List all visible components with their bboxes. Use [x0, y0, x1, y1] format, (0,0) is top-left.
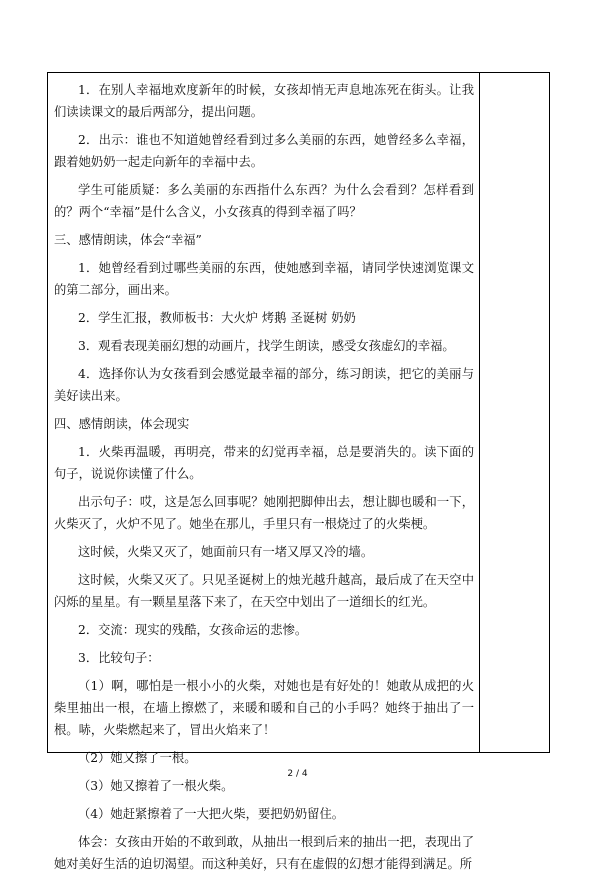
- paragraph: 学生可能质疑：多么美丽的东西指什么东西？为什么会看到？怎样看到的？两个“幸福”是什么含义，小女孩真的得到幸福了吗？: [54, 183, 474, 219]
- paragraph: 4．选择你认为女孩看到会感觉最幸福的部分，练习朗读，把它的美丽与美好读出来。: [54, 367, 474, 403]
- paragraph: 1．在别人幸福地欢度新年的时候，女孩却悄无声息地冻死在街头。让我们读读课文的最后两部分，提出问题。: [54, 83, 474, 119]
- paragraph: （1）啊，哪怕是一根小小的火柴，对她也是有好处的！她敢从成把的火柴里抽出一根，在墙上擦燃了，来暖和暖和自己的小手吗？她终于抽出了一根。哧，火柴燃起来了，冒出火焰来了！: [54, 679, 474, 737]
- page-number: 2 / 4: [287, 769, 308, 779]
- paragraph: 1．她曾经看到过哪些美丽的东西，使她感到幸福，请同学快速浏览课文的第二部分，画出来。: [54, 261, 474, 297]
- paragraph: 这时候，火柴又灭了，她面前只有一堵又厚又冷的墙。: [78, 545, 374, 559]
- lesson-content-cell: [54, 79, 474, 875]
- paragraph: （3）她又擦着了一根火柴。: [78, 779, 234, 793]
- paragraph: （4）她赶紧擦着了一大把火柴，要把奶奶留住。: [78, 807, 345, 821]
- paragraph: 出示句子：哎，这是怎么回事呢？她刚把脚伸出去，想让脚也暖和一下，火柴灭了，火炉不见了。她坐在那儿，手里只有一根烧过了的火柴梗。: [54, 495, 474, 531]
- paragraph: 2．交流：现实的残酷，女孩命运的悲惨。: [78, 623, 308, 637]
- paragraph: 体会：女孩由开始的不敢到敢，从抽出一根到后来的抽出一把，表现出了她对美好生活的迫切渴望。而这种美好，只有在虚假的幻想才能得到满足。所: [54, 835, 474, 871]
- paragraph: 2．学生汇报，教师板书：大火炉 烤鹅 圣诞树 奶奶: [78, 311, 356, 325]
- paragraph: 这时候，火柴又灭了。只见圣诞树上的烛光越升越高，最后成了在天空中闪烁的星星。有一颗星星落下来了，在天空中划出了一道细长的红光。: [54, 573, 474, 609]
- notes-cell: [480, 73, 549, 752]
- paragraph: 1．火柴再温暖，再明亮，带来的幻觉再幸福，总是要消失的。读下面的句子，说说你读懂了什么。: [54, 445, 474, 481]
- paragraph: 3．观看表现美丽幻想的动画片，找学生朗读，感受女孩虚幻的幸福。: [78, 339, 455, 353]
- section-heading: 三、感情朗读，体会“幸福”: [54, 233, 202, 247]
- paragraph: 3．比较句子：: [78, 651, 160, 665]
- section-heading: 四、感情朗读，体会现实: [54, 417, 190, 431]
- paragraph: 2．出示：谁也不知道她曾经看到过多么美丽的东西，她曾经多么幸福，跟着她奶奶一起走向新年的幸福中去。: [54, 133, 474, 169]
- paragraph: （2）她又擦了一根。: [78, 751, 197, 765]
